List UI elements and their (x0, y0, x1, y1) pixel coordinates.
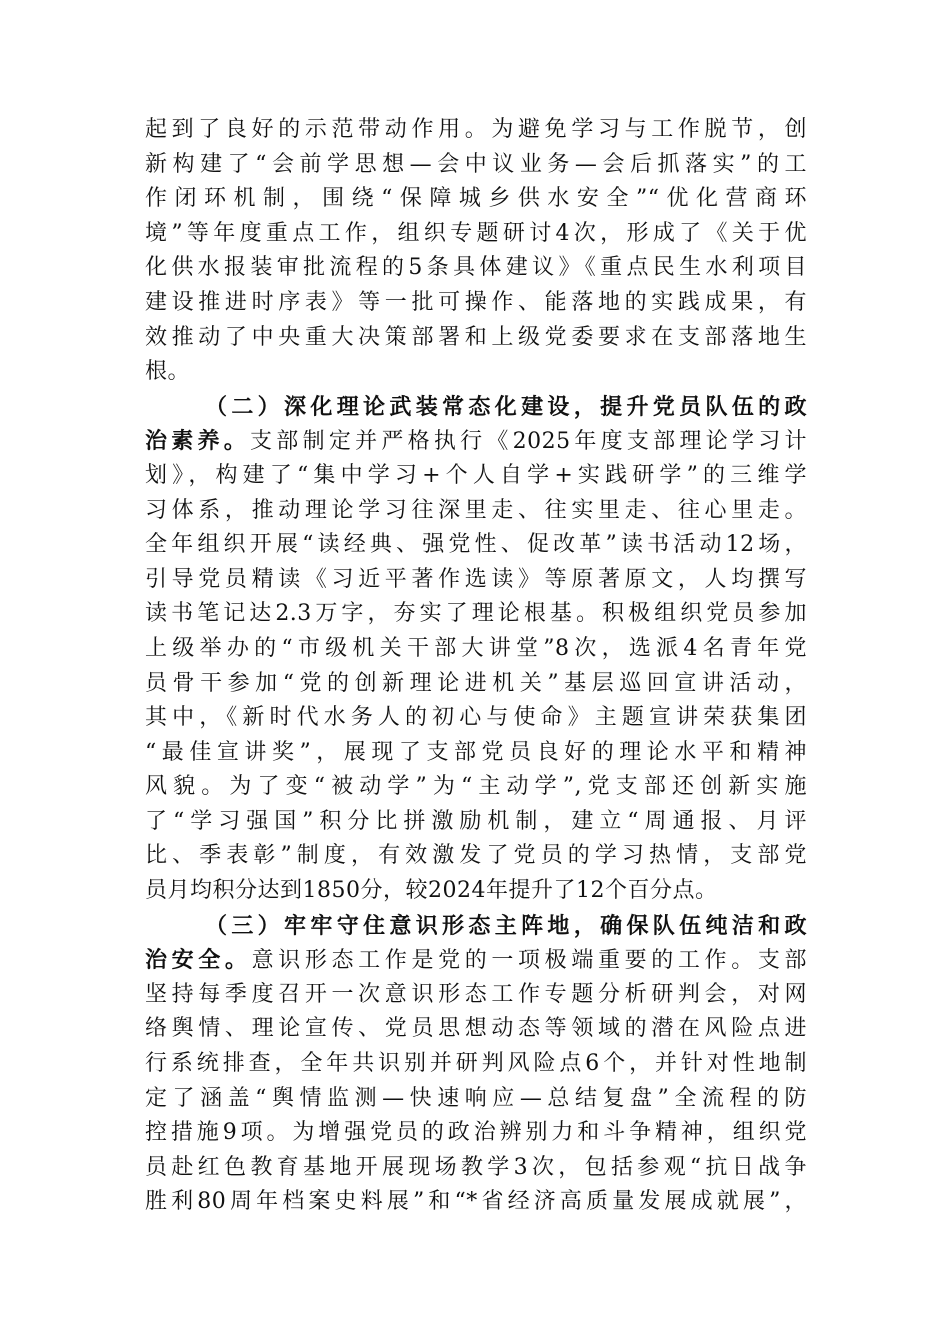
text-line: 上级举办的“市级机关干部大讲堂”8次，选派4名青年党 (145, 635, 807, 661)
document-body (145, 113, 807, 1220)
text-line: 引导党员精读《习近平著作选读》等原著原文，人均撰写 (145, 566, 807, 592)
section-three-paragraph (145, 909, 807, 1220)
text-line: 控措施9项。为增强党员的政治辨别力和斗争精神，组织党 (145, 1120, 807, 1146)
text-line: 作闭环机制，围绕“保障城乡供水安全”“优化营商环 (145, 186, 807, 212)
text-line: 胜利80周年档案史料展”和“*省经济高质量发展成就展”， (145, 1189, 807, 1215)
text-line: 坚持每季度召开一次意识形态工作专题分析研判会，对网 (145, 981, 807, 1007)
text-line: 化供水报装审批流程的5条具体建议》《重点民生水利项目 (145, 255, 807, 281)
section-two-paragraph (145, 390, 807, 909)
section-heading-line (145, 909, 807, 944)
text-line: 风貌。为了变“被动学”为“主动学”,党支部还创新实施 (145, 774, 807, 800)
text-run: 支部制定并严格执行《2025年度支部理论学习计 (250, 429, 807, 455)
section-heading: （三）牢牢守住意识形态主阵地，确保队伍纯洁和政 (205, 912, 807, 939)
text-line: 根。 (145, 359, 191, 385)
text-line: 行系统排查，全年共识别并研判风险点6个，并针对性地制 (145, 1051, 807, 1077)
text-line: 员月均积分达到1850分，较2024年提升了12个百分点。 (145, 878, 718, 904)
text-line (145, 424, 807, 459)
paragraph-continued (145, 113, 807, 390)
text-line: 员赴红色教育基地开展现场教学3次，包括参观“抗日战争 (145, 1154, 807, 1180)
text-run: 意识形态工作是党的一项极端重要的工作。支部 (251, 948, 807, 974)
text-line: 比、季表彰”制度，有效激发了党员的学习热情，支部党 (145, 843, 807, 869)
text-line: 全年组织开展“读经典、强党性、促改革”读书活动12场， (145, 532, 807, 558)
text-line: 读书笔记达2.3万字，夯实了理论根基。积极组织党员参加 (145, 601, 807, 627)
section-heading-line (145, 390, 807, 425)
text-line: 其中，《新时代水务人的初心与使命》主题宣讲荣获集团 (145, 705, 807, 731)
text-line (145, 943, 807, 978)
section-heading: 治素养。 (145, 428, 251, 455)
text-line: 了“学习强国”积分比拼激励机制，建立“周通报、月评 (145, 808, 807, 834)
text-line: 起到了良好的示范带动作用。为避免学习与工作脱节，创 (145, 117, 807, 142)
text-line: 员骨干参加“党的创新理论进机关”基层巡回宣讲活动， (145, 670, 807, 696)
text-line: 境”等年度重点工作，组织专题研讨4次，形成了《关于优 (145, 220, 807, 246)
section-heading: 治安全。 (145, 947, 252, 974)
text-line: 习体系，推动理论学习往深里走、往实里走、往心里走。 (145, 497, 807, 523)
text-line: 新构建了“会前学思想—会中议业务—会后抓落实”的工 (145, 151, 807, 177)
text-line: 定了涵盖“舆情监测—快速响应—总结复盘”全流程的防 (145, 1085, 807, 1111)
text-line: 络舆情、理论宣传、党员思想动态等领域的潜在风险点进 (145, 1016, 807, 1042)
section-heading: （二）深化理论武装常态化建设，提升党员队伍的政 (205, 393, 807, 420)
text-line: 建设推进时序表》等一批可操作、能落地的实践成果，有 (145, 289, 807, 315)
text-line: “最佳宣讲奖”，展现了支部党员良好的理论水平和精神 (145, 739, 807, 765)
text-line: 划》，构建了“集中学习+个人自学+实践研学”的三维学 (145, 462, 807, 488)
text-line: 效推动了中央重大决策部署和上级党委要求在支部落地生 (145, 324, 807, 350)
